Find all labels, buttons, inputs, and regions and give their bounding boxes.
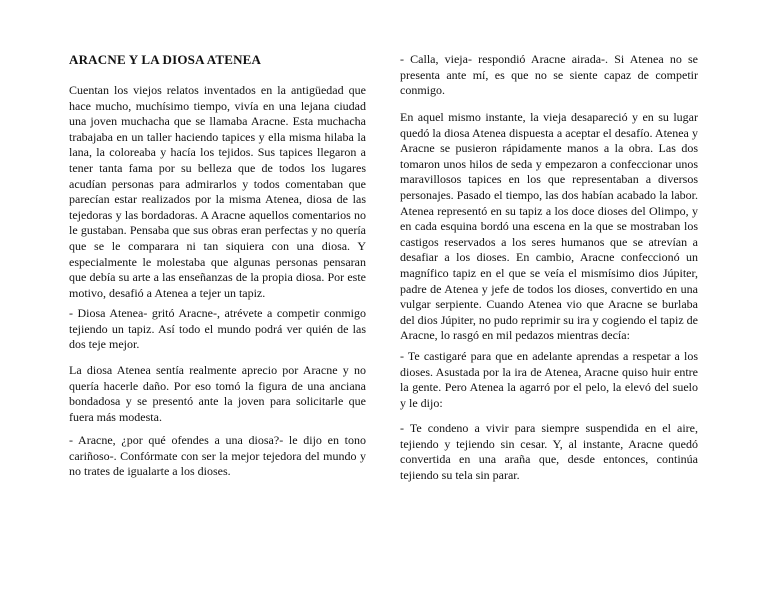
paragraph-right-4: - Te condeno a vivir para siempre suspendida en el aire, tejiendo y tejiendo sin cesar. Y, al instante, Aracne quedó convertida en una araña que, desde entonces, continúa tejiendo su tela sin parar. xyxy=(400,421,698,482)
paragraph-right-2: En aquel mismo instante, la vieja desapareció y en su lugar quedó la diosa Atenea dispuesta a aceptar el desafío. Atenea y Aracne se pusieron rápidamente manos a la obra. Las dos tomaron unos hilos de seda y empezaron a confeccionar unos maravillosos tapices en los que representaban a diversos personajes. Pasado el tiempo, las dos habían acabado la labor. Atenea representó en su tapiz a los doce dioses del Olimpo, y en cada esquina bordó una escena en la que se mostraban los castigos reservados a los seres humanos que se atrevían a desafiar a los dioses. En cambio, Aracne confeccionó un magnífico tapiz en el que se veía el mismísimo dios Júpiter, padre de Atenea y jefe de todos los dioses, convertido en una vulgar serpiente. Cuando Atenea vio que Aracne se burlaba del dios Júpiter, no pudo reprimir su ira y cogiendo el tapiz de Aracne, lo rasgó en mil pedazos mientras decía: xyxy=(400,110,698,343)
page-title: ARACNE Y LA DIOSA ATENEA xyxy=(69,52,262,67)
paragraph-left-4: - Aracne, ¿por qué ofendes a una diosa?- le dijo en tono cariñoso-. Confórmate con ser la mejor tejedora del mundo y no trates de igualarte a los dioses. xyxy=(69,433,366,479)
paragraph-right-3: - Te castigaré para que en adelante aprendas a respetar a los dioses. Asustada por la ira de Atenea, Aracne quiso huir entre la gente. Pero Atenea la agarró por el pelo, la elevó del suelo y le dijo: xyxy=(400,349,698,410)
paragraph-left-1: Cuentan los viejos relatos inventados en la antigüedad que hace mucho, muchísimo tiempo, vivía en una lejana ciudad una joven muchacha que se llamaba Aracne. Esta muchacha trabajaba en un taller haciendo tapices y ella misma hilaba la lana, la coloreaba y hacía los tejidos. Sus tapices llegaron a tener tanta fama por su belleza que de todos los lugares acudían personas para admirarlos y todos comentaban que parecían estar realizados por la misma Atenea, diosa de las tejedoras y las bordadoras. A Aracne aquellos comentarios no le gustaban. Pensaba que sus obras eran perfectas y no quería que se le comparara ni tan siquiera con una diosa. Y especialmente le molestaba que algunas personas pensaran que debía su arte a las enseñanzas de la propia diosa. Por este motivo, desafió a Atenea a tejer un tapiz. xyxy=(69,83,366,300)
paragraph-left-3: La diosa Atenea sentía realmente aprecio por Aracne y no quería hacerle daño. Por eso tomó la figura de una anciana bondadosa y se presentó ante la joven para solicitarle que fuera más modesta. xyxy=(69,363,366,424)
paragraph-right-1: - Calla, vieja- respondió Aracne airada-. Si Atenea no se presenta ante mí, es que no se siente capaz de competir conmigo. xyxy=(400,52,698,98)
paragraph-left-2: - Diosa Atenea- gritó Aracne-, atrévete a competir conmigo tejiendo un tapiz. Así todo el mundo podrá ver quién de las dos teje mejor. xyxy=(69,306,366,352)
